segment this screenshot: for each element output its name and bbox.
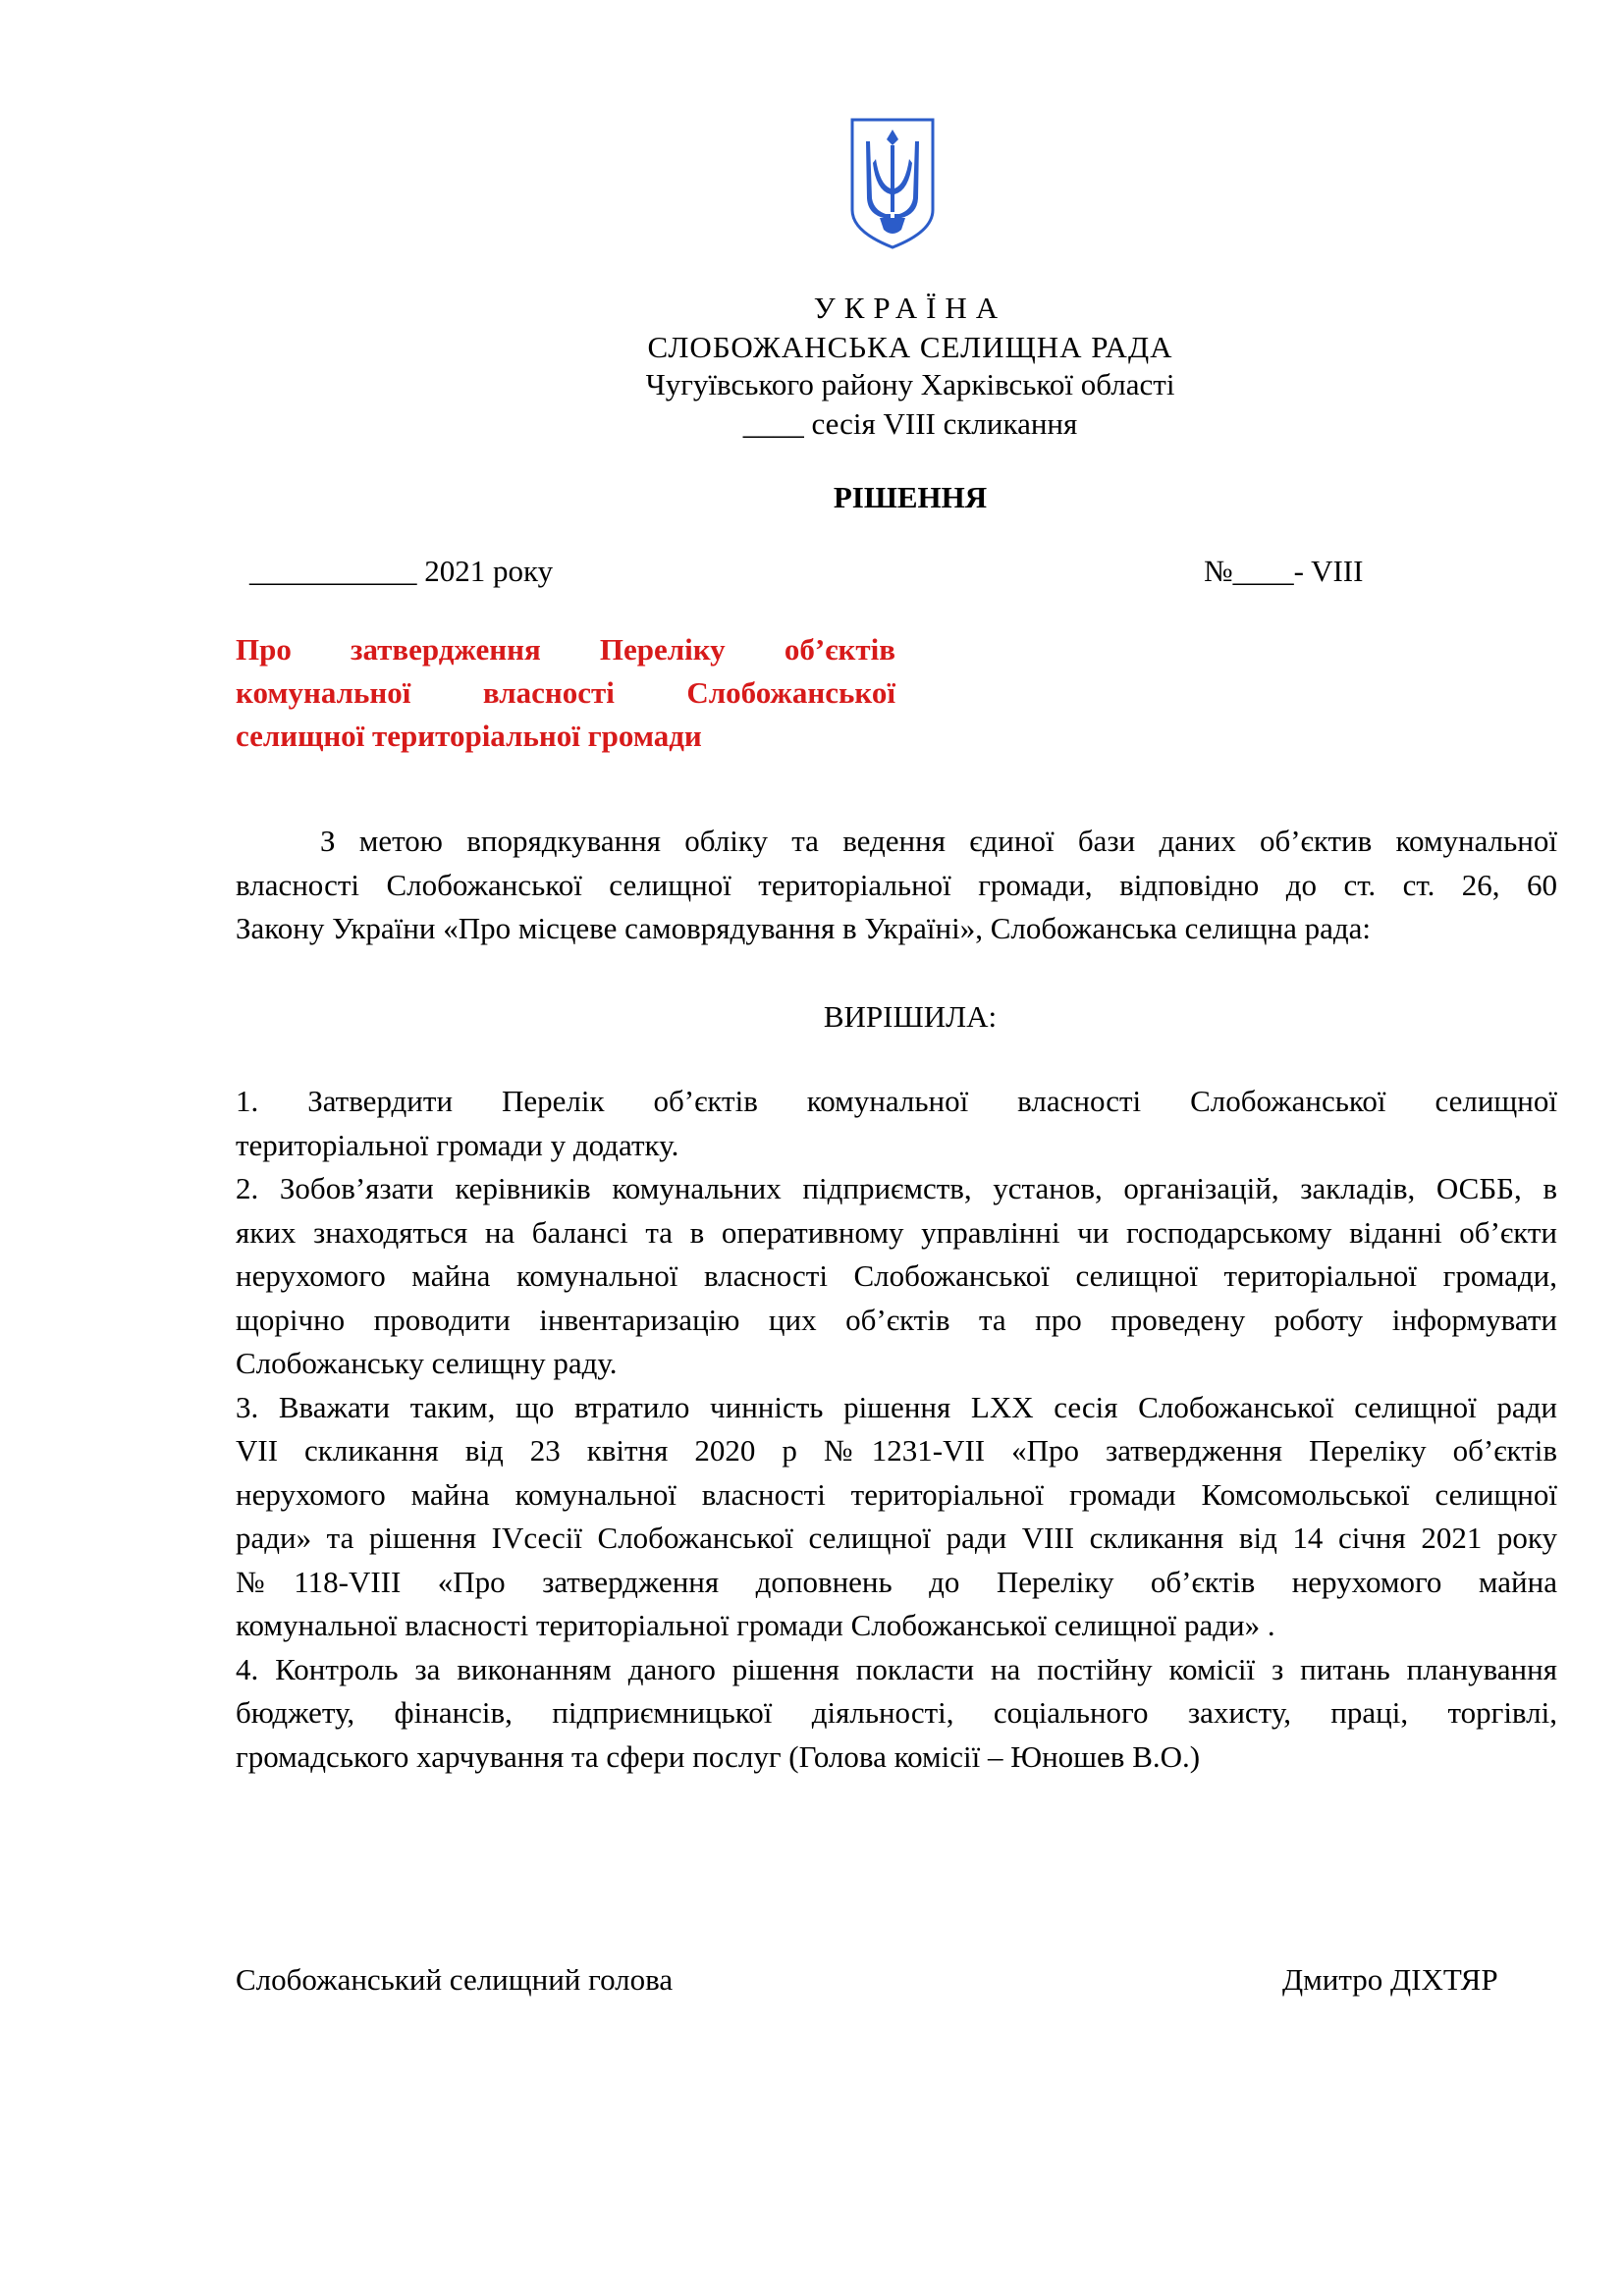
decision-items (236, 1080, 1557, 1779)
document-title: РІШЕННЯ (833, 480, 988, 514)
resolved-heading: ВИРІШИЛА: (823, 999, 998, 1034)
item-line: комунальної власності територіальної громади Слобожанської селищної ради» . (236, 1608, 1275, 1642)
preamble-line: З метою впорядкування обліку та ведення єдиної бази даних об’єктив комунальної (320, 824, 1557, 858)
item-line: 1. Затвердити Перелік об’єктів комунальної власності Слобожанської селищної (236, 1084, 1557, 1118)
document-date: ___________ 2021 року (249, 554, 554, 588)
item-line: нерухомого майна комунальної власності Слобожанської селищної територіальної громади, (236, 1258, 1557, 1293)
council-heading: СЛОБОЖАНСЬКА СЕЛИЩНА РАДА (647, 330, 1173, 364)
district-heading: Чугуївського району Харківської області (645, 367, 1175, 401)
document-number: №____- VIII (1204, 554, 1364, 588)
item-line: ради» та рішення IVсесії Слобожанської селищної ради VIII скликання від 14 січня 2021 року (236, 1521, 1557, 1555)
subject-line: Про затвердження Переліку об’єктів (236, 632, 895, 667)
item-line: 2. Зобов’язати керівників комунальних підприємств, установ, організацій, закладів, ОСББ, в (236, 1171, 1557, 1205)
preamble-paragraph (236, 820, 1557, 951)
item-line: яких знаходяться на балансі та в оперативному управлінні чи господарському віданні об’єкти (236, 1214, 1557, 1250)
item-line: нерухомого майна комунальної власності територіальної громади Комсомольської селищної (236, 1476, 1557, 1512)
item-line: Слобожанську селищну раду. (236, 1346, 618, 1380)
preamble-line: Закону України «Про місцеве самоврядування в Україні», Слобожанська селищна рада: (236, 911, 1371, 945)
item-line: 4. Контроль за виконанням даного рішення покласти на постійну комісії з питань планування (236, 1651, 1557, 1686)
session-heading: ____ сесія VIII скликання (742, 406, 1078, 441)
country-heading: УКРАЇНА (813, 291, 1007, 325)
subject-line: селищної територіальної громади (236, 719, 702, 753)
item-line: бюджету, фінансів, підприємницької діяльності, соціального захисту, праці, торгівлі, (236, 1695, 1557, 1730)
item-line: громадського харчування та сфери послуг (Голова комісії – Юношев В.О.) (236, 1738, 1201, 1774)
subject-line: комунальної власності Слобожанської (236, 675, 895, 710)
signature-role: Слобожанський селищний голова (236, 1962, 674, 1997)
item-line: територіальної громади у додатку. (236, 1127, 679, 1162)
decision-subject (236, 628, 895, 758)
item-line: щорічно проводити інвентаризацію цих об’єктів та про проведену роботу інформувати (236, 1302, 1557, 1337)
coat-of-arms-trident-icon (846, 116, 939, 251)
item-line: VII скликання від 23 квітня 2020 р №1231-VII «Про затвердження Переліку об’єктів (236, 1433, 1557, 1468)
item-line: №118-VIII «Про затвердження доповнень до Переліку об’єктів нерухомого майна (236, 1564, 1557, 1599)
item-line: 3. Вважати таким, що втратило чинність рішення LXX сесія Слобожанської селищної ради (236, 1389, 1557, 1424)
preamble-line: власності Слобожанської селищної територіальної громади, відповідно до ст. ст. 26, 60 (236, 867, 1557, 902)
signature-name: Дмитро ДІХТЯР (1282, 1962, 1498, 1997)
